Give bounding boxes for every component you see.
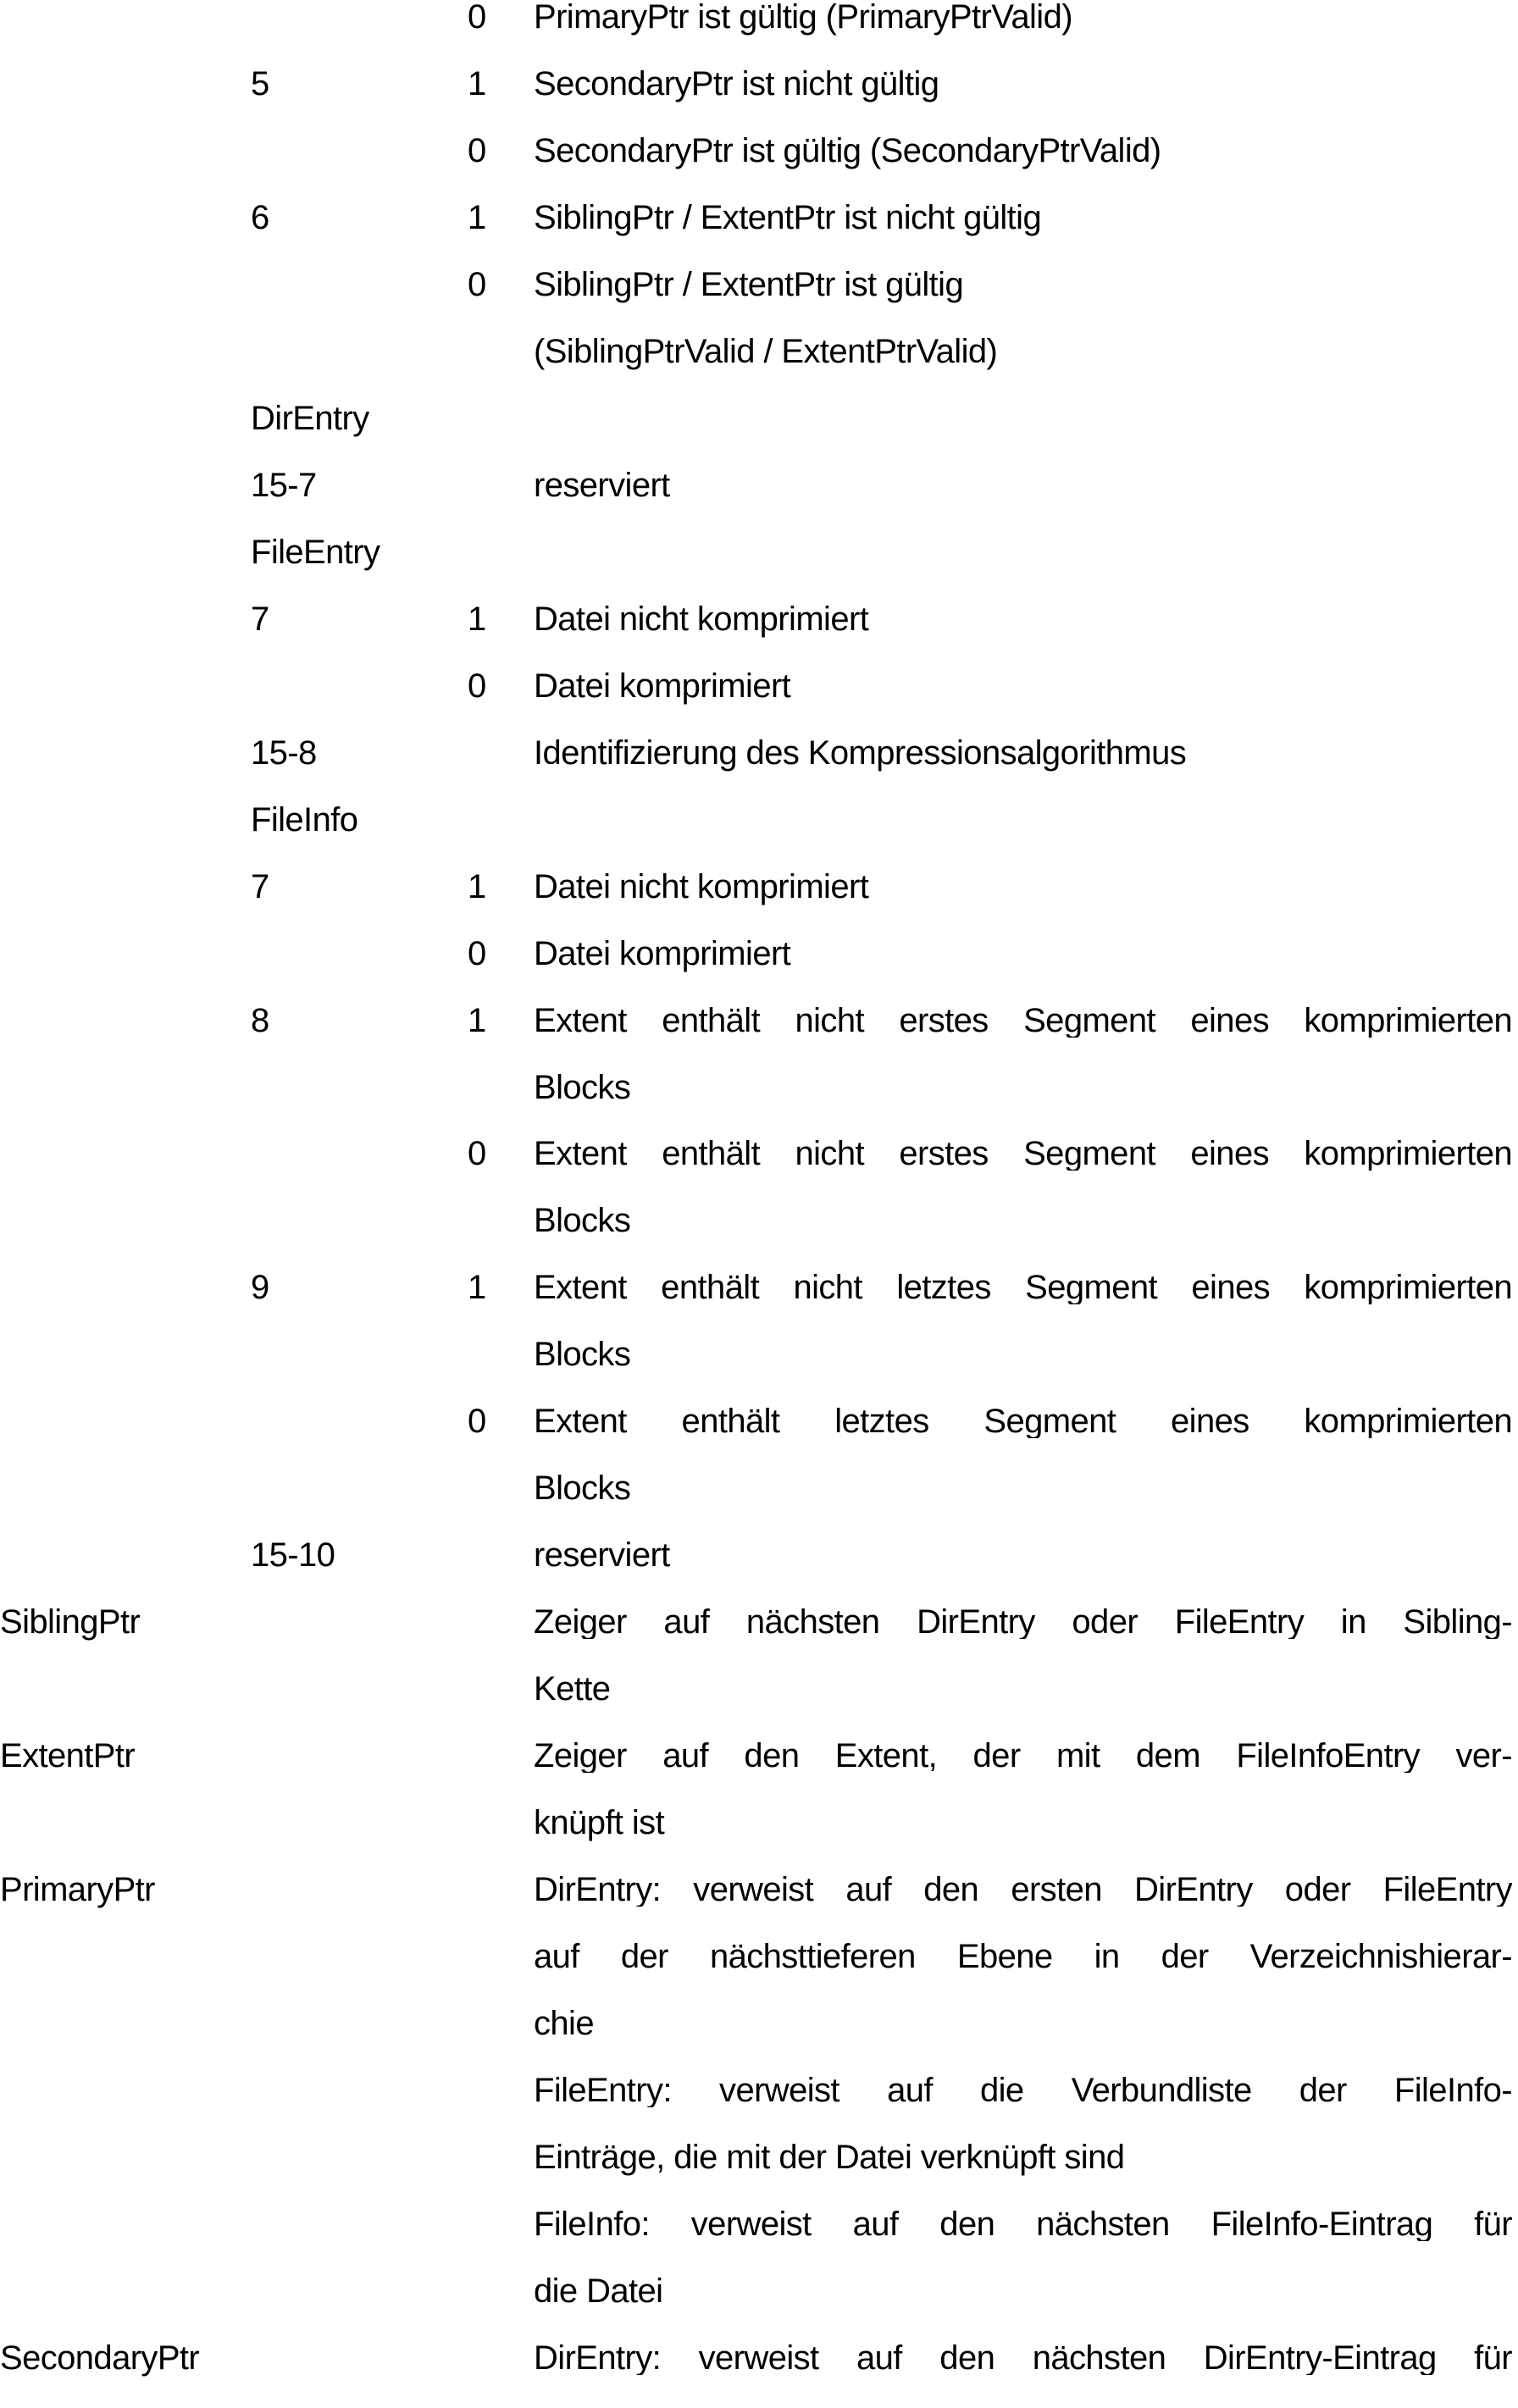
document-line [0,2341,1518,2408]
document-line [0,535,1518,602]
document-line [0,669,1518,736]
document-line [0,1940,1518,2007]
bit-position: 5 [251,64,269,102]
field-description: PrimaryPtr ist gültig (PrimaryPtrValid) [534,0,1072,36]
document-line [0,2007,1518,2073]
bit-value: 1 [468,1269,486,1307]
document-line [0,733,1518,803]
bit-position: 8 [251,1001,269,1039]
document-line [0,1672,1518,1739]
bit-value: 0 [468,131,486,169]
document-line [0,1337,1518,1404]
field-description: Blocks [534,1068,631,1106]
field-description: Zeiger auf den Extent, der mit dem FileInfoEntry ver- [534,1739,1512,1774]
field-description: reserviert [534,1536,670,1575]
field-name: SecondaryPtr [0,2339,200,2377]
document-line [0,1404,1518,1471]
document-line [0,265,1518,335]
document-line [0,1204,1518,1270]
field-description: SecondaryPtr ist nicht gültig [534,64,939,102]
field-description: SiblingPtr / ExtentPtr ist nicht gültig [534,198,1042,236]
bit-value: 0 [468,0,486,36]
field-description: FileInfo: verweist auf den nächsten FileInfo-Eintrag für [534,2207,1512,2241]
field-description: Datei komprimiert [534,934,791,972]
document-line [0,401,1518,468]
bit-position: FileInfo [251,800,358,839]
field-description: Einträge, die mit der Datei verknüpft sind [534,2139,1125,2177]
field-description: Blocks [534,1336,631,1374]
bit-position: 9 [251,1269,269,1307]
document-line [0,1471,1518,1538]
document-line [0,1806,1518,1873]
field-description: SecondaryPtr ist gültig (SecondaryPtrValid) [534,131,1161,169]
field-description: Blocks [534,1202,631,1240]
bit-value: 0 [468,667,486,705]
bit-value: 1 [468,867,486,905]
bit-value: 1 [468,64,486,102]
document-line [0,131,1518,201]
field-description: Extent enthält nicht erstes Segment eines komprimierten [534,1003,1512,1038]
field-description: chie [534,2005,594,2043]
document-line [0,1270,1518,1337]
field-description: Extent enthält nicht letztes Segment eines komprimierten [534,1270,1512,1305]
field-name: PrimaryPtr [0,1871,155,1909]
document-line [0,0,1518,67]
document-line [0,2140,1518,2207]
document-line [0,800,1518,870]
field-description: (SiblingPtrValid / ExtentPtrValid) [534,332,998,370]
document-line [0,1605,1518,1672]
bit-value: 0 [468,934,486,972]
document-line [0,1739,1518,1806]
field-description: DirEntry: verweist auf den ersten DirEntry oder FileEntry [534,1873,1512,1907]
field-name: SiblingPtr [0,1603,141,1641]
field-description: Zeiger auf nächsten DirEntry oder FileEntry in Sibling- [534,1605,1512,1640]
bit-position: 15-10 [251,1536,335,1575]
field-description: Datei nicht komprimiert [534,600,869,638]
bit-position: 15-8 [251,733,317,772]
bit-position: 7 [251,600,269,638]
field-description: Extent enthält nicht erstes Segment eines komprimierten [534,1137,1512,1171]
bit-value: 1 [468,1001,486,1039]
field-description: reserviert [534,466,670,504]
document-line [0,602,1518,669]
field-description: Blocks [534,1470,631,1508]
bit-position: FileEntry [251,533,380,571]
field-name: ExtentPtr [0,1737,136,1775]
bit-value: 0 [468,265,486,303]
field-description: DirEntry: verweist auf den nächsten DirEntry-Eintrag für [534,2340,1512,2375]
field-description: Datei komprimiert [534,667,791,705]
document-line [0,468,1518,535]
bit-value: 1 [468,600,486,638]
document-line [0,1538,1518,1605]
bit-position: 7 [251,867,269,905]
field-description: SiblingPtr / ExtentPtr ist gültig [534,265,964,303]
bit-position: 6 [251,198,269,236]
field-description: Kette [534,1670,611,1708]
document-line [0,1137,1518,1204]
field-description: FileEntry: verweist auf die Verbundliste der FileInfo- [534,2073,1512,2108]
field-description: Extent enthält letztes Segment eines komprimierten [534,1404,1512,1439]
bit-value: 0 [468,1135,486,1173]
document-line [0,1001,1518,1071]
field-description: Identifizierung des Kompressionsalgorithmus [534,733,1187,772]
document-line [0,2073,1518,2140]
document-line [0,934,1518,1004]
document-line [0,1873,1518,1940]
document-line [0,332,1518,401]
document-line [0,1068,1518,1138]
bit-position: 15-7 [251,466,317,504]
bit-value: 1 [468,198,486,236]
field-description: auf der nächsttieferen Ebene in der Verzeichnishierar- [534,1940,1512,1974]
field-description: knüpft ist [534,1804,665,1842]
bit-position: DirEntry [251,399,369,437]
document-line [0,64,1518,134]
document-line [0,2274,1518,2341]
document-line [0,867,1518,937]
field-description: Datei nicht komprimiert [534,867,869,905]
field-description: die Datei [534,2272,663,2310]
document-line [0,198,1518,268]
document-line [0,2207,1518,2274]
bit-value: 0 [468,1403,486,1441]
